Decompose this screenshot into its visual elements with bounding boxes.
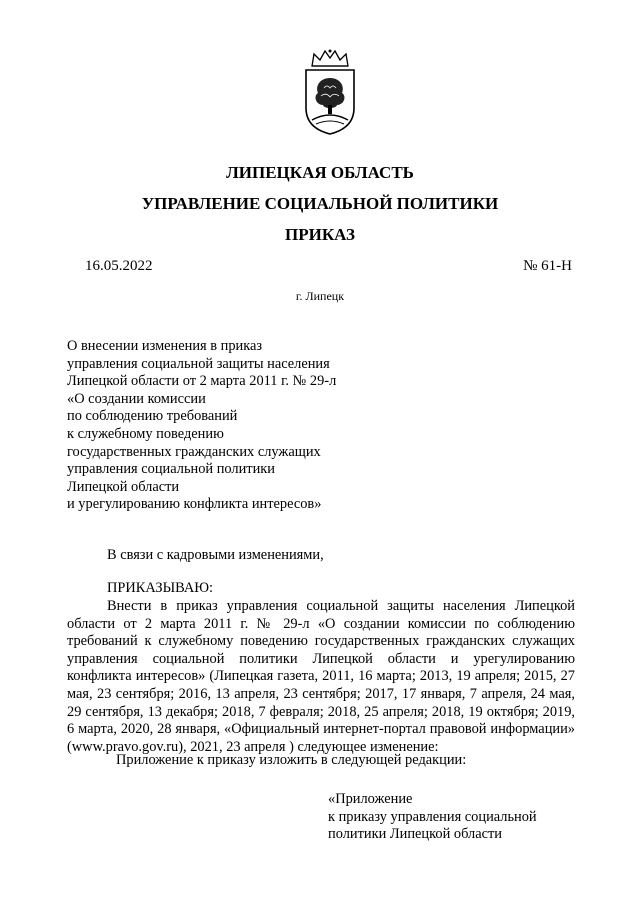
subject-line: Липецкой области от 2 марта 2011 г. № 29-л <box>67 373 337 390</box>
department-title: УПРАВЛЕНИЕ СОЦИАЛЬНОЙ ПОЛИТИКИ <box>141 194 499 213</box>
coat-of-arms-emblem <box>302 48 358 136</box>
annex-instruction: Приложение к приказу изложить в следующей редакции: <box>116 752 467 768</box>
subject-line: управления социальной защиты населения <box>67 355 330 372</box>
order-word: ПРИКАЗЫВАЮ: <box>107 580 214 596</box>
annex-line: политики Липецкой области <box>328 826 502 843</box>
region-title: ЛИПЕЦКАЯ ОБЛАСТЬ <box>226 163 414 182</box>
subject-line: государственных гражданских служащих <box>67 443 321 460</box>
order-paragraph: Внести в приказ управления социальной защиты населения Липецкой области от 2 марта 2011 г. № 29-л «О создании комиссии по соблюдению требований к служебному поведению государственных гражданских служащих управления социальной политики Липецкой области и урегулированию конфликта интересов» (Липецкая газета, 2011, 16 марта; 2013, 19 апреля; 2015, 27 мая, 23 сентября; 2016, 13 апреля, 23 сентября; 2017, 17 января, 7 апреля, 24 мая, 29 сентября, 13 декабря; 2018, 7 февраля; 2018, 25 апреля; 2018, 19 октября; 2019, 6 марта, 2020, 28 января, «Официальный интернет-портал правовой информации» (www.pravo.gov.ru), 2021, 23 апреля ) следующее изменение: <box>67 598 575 755</box>
annex-heading <box>328 791 537 844</box>
subject-line: «О создании комиссии <box>67 390 206 407</box>
subject-line: и урегулированию конфликта интересов» <box>67 496 322 513</box>
subject-line: по соблюдению требований <box>67 408 238 425</box>
subject-line: к служебному поведению <box>67 425 224 442</box>
subject-line: О внесении изменения в приказ <box>67 338 263 354</box>
document-type-title: ПРИКАЗ <box>285 225 355 244</box>
annex-line: «Приложение <box>328 791 413 807</box>
preamble-text: В связи с кадровыми изменениями, <box>107 547 324 563</box>
document-subject <box>67 338 336 514</box>
document-date: 16.05.2022 <box>85 258 153 274</box>
subject-line: управления социальной политики <box>67 461 275 478</box>
annex-line: к приказу управления социальной <box>328 808 537 825</box>
subject-line: Липецкой области <box>67 478 180 495</box>
document-city: г. Липецк <box>295 289 345 303</box>
document-number: № 61-Н <box>523 258 572 274</box>
